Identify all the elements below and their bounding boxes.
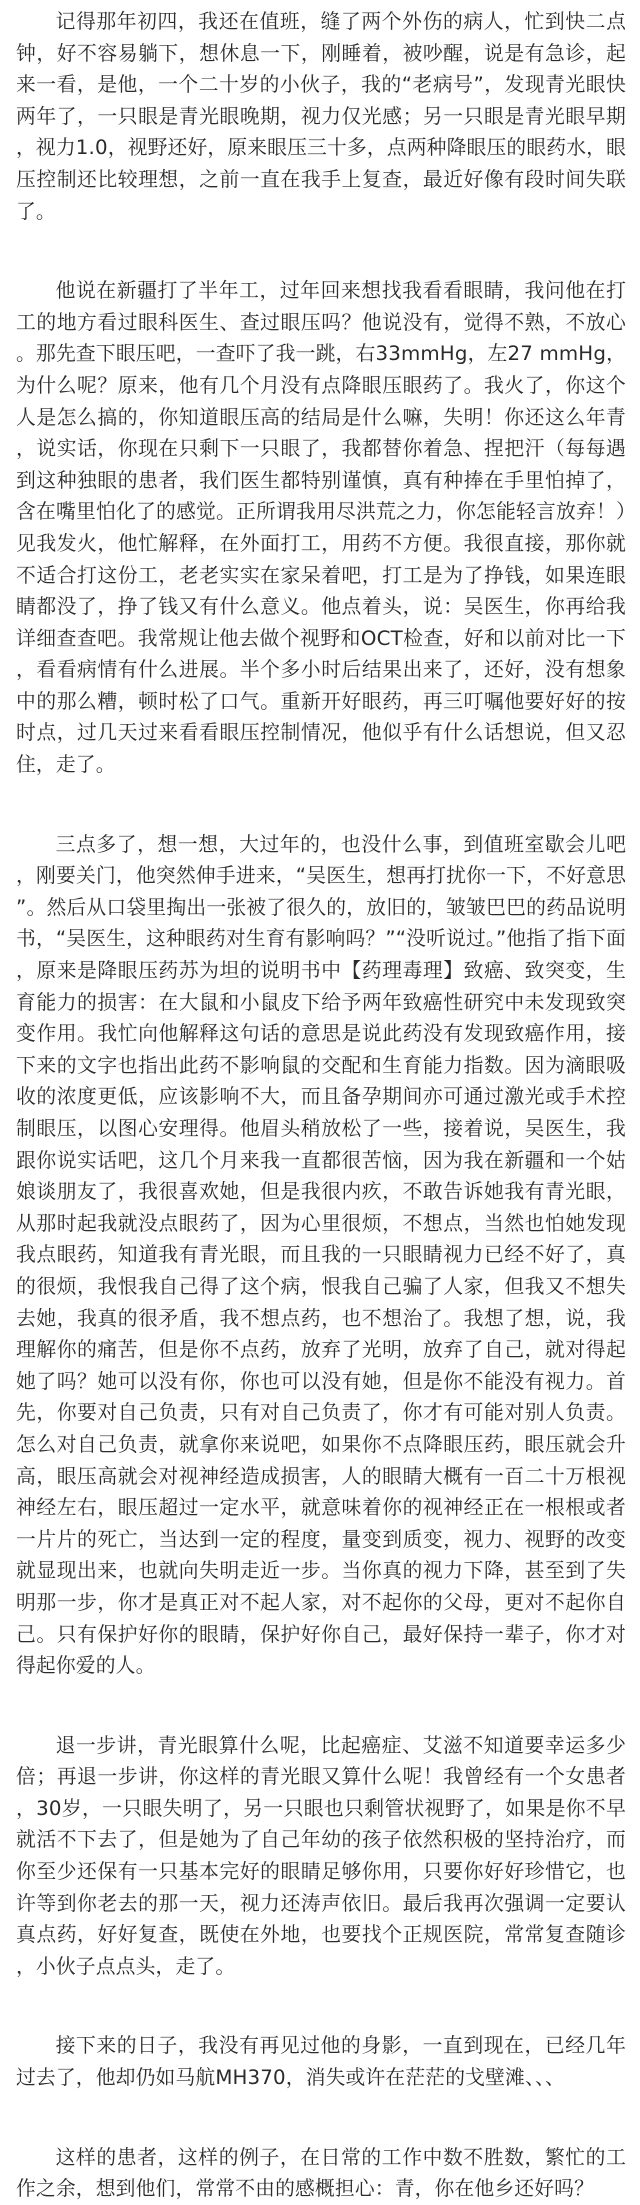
paragraph-closing: 这样的患者，这样的例子，在日常的工作中数不胜数，繁忙的工作之余，想到他们，常常不由的感概担心：青，你在他乡还好吗？ — [16, 2145, 626, 2201]
paragraph-aftermath: 接下来的日子，我没有再见过他的身影，一直到现在，已经几年过去了，他却仍如马航MH370，消失或许在茫茫的戈壁滩、、、 — [16, 2034, 626, 2090]
paragraph-encouragement: 退一步讲，青光眼算什么呢，比起癌症、艾滋不知道要幸运多少倍；再退一步讲，你这样的青光眼又算什么呢！我曾经有一个女患者，30岁，一只眼失明了，另一只眼也只剩管状视野了，如果是你不早就活不下去了，但是她为了自己年幼的孩子依然积极的坚持治疗，而你至少还保有一只基本完好的眼睛足够你用，只要你好好珍惜它，也许等到你老去的那一天，视力还涛声依旧。最后我再次强调一定要认真点药，好好复查，既使在外地，也要找个正规医院，常常复查随诊，小伙子点点头，走了。 — [16, 1733, 626, 1978]
paragraph-eye-exam: 他说在新疆打了半年工，过年回来想找我看看眼睛，我问他在打工的地方看过眼科医生、查过眼压吗？他说没有，觉得不熟，不放心。那先查下眼压吧，一查吓了我一跳，右33mmHg，左27 mmHg，为什么呢？原来，他有几个月没有点降眼压眼药了。我火了，你这个人是怎么搞的，你知道眼压高的结局是什么嘛，失明！你还这么年青，说实话，你现在只剩下一只眼了，我都替你着急、捏把汗（每每遇到这种独眼的患者，我们医生都特别谨慎，真有种捧在手里怕掉了，含在嘴里怕化了的感觉。正所谓我用尽洪荒之力，你怎能轻言放弃！）见我发火，他忙解释，在外面打工，用药不方便。我很直接，那你就不适合打这份工，老老实实在家呆着吧，打工是为了挣钱，如果连眼睛都没了，挣了钱又有什么意义。他点着头，说：吴医生，你再给我详细查查吧。我常规让他去做个视野和OCT检查，好和以前对比一下，看看病情有什么进展。半个多小时后结果出来了，还好，没有想象中的那么糟，顿时松了口气。重新开好眼药，再三叮嘱他要好好的按时点，过几天过来看看眼压控制情况，他似乎有什么话想说，但又忍住，走了。 — [16, 279, 626, 777]
article-body — [16, 6, 626, 2205]
paragraph-night-shift: 记得那年初四，我还在值班，缝了两个外伤的病人，忙到快二点钟，好不容易躺下，想休息一下，刚睡着，被吵醒，说是有急诊，起来一看，是他，一个二十岁的小伙子，我的“老病号”，发现青光眼快两年了，一只眼是青光眼晚期，视力仅光感；另一只眼是青光眼早期，视力1.0，视野还好，原来眼压三十多，点两种降眼压的眼药水，眼压控制还比较理想，之前一直在我手上复查，最近好像有段时间失联了。 — [16, 10, 626, 223]
paragraph-conversation: 三点多了，想一想，大过年的，也没什么事，到值班室歇会儿吧，刚要关门，他突然伸手进来，“吴医生，想再打扰你一下，不好意思”。然后从口袋里掏出一张被了很久的，放旧的，皱皱巴巴的药品说明书，“吴医生，这种眼药对生育有影响吗？”“没听说过。”他指了指下面，原来是降眼压药苏为坦的说明书中【药理毒理】致癌、致突变，生育能力的损害：在大鼠和小鼠皮下给予两年致癌性研究中未发现致突变作用。我忙向他解释这句话的意思是说此药没有发现致癌作用，接下来的文字也指出此药不影响鼠的交配和生育能力指数。因为滴眼吸收的浓度更低，应该影响不大，而且备孕期间亦可通过激光或手术控制眼压，以图心安理得。他眉头稍放松了一些，接着说，吴医生，我跟你说实话吧，这几个月来我一直都很苦恼，因为我在新疆和一个姑娘谈朋友了，我很喜欢她，但是我很内疚，不敢告诉她我有青光眼，从那时起我就没点眼药了，因为心里很烦，不想点，当然也怕她发现我点眼药，知道我有青光眼，而且我的一只眼睛视力已经不好了，真的很烦，我恨我自己得了这个病，恨我自己骗了人家，但我又不想失去她，我真的很矛盾，我不想点药，也不想治了。我想了想，说，我理解你的痛苦，但是你不点药，放弃了光明，放弃了自己，就对得起她了吗？她可以没有你，你也可以没有她，但是你不能没有视力。首先，你要对自己负责，只有对自己负责了，你才有可能对别人负责。怎么对自己负责，就拿你来说吧，如果你不点降眼压药，眼压就会升高，眼压高就会对视神经造成损害，人的眼睛大概有一百二十万根视神经左右，眼压超过一定水平，就意味着你的视神经正在一根根或者一片片的死亡，当达到一定的程度，量变到质变，视力、视野的改变就显现出来，也就向失明走近一步。当你真的视力下降，甚至到了失明那一步，你才是真正对不起人家，对不起你的父母，更对不起你自己。只有保护好你的眼睛，保护好你自己，最好保持一辈子，你才对得起你爱的人。 — [16, 832, 626, 1678]
